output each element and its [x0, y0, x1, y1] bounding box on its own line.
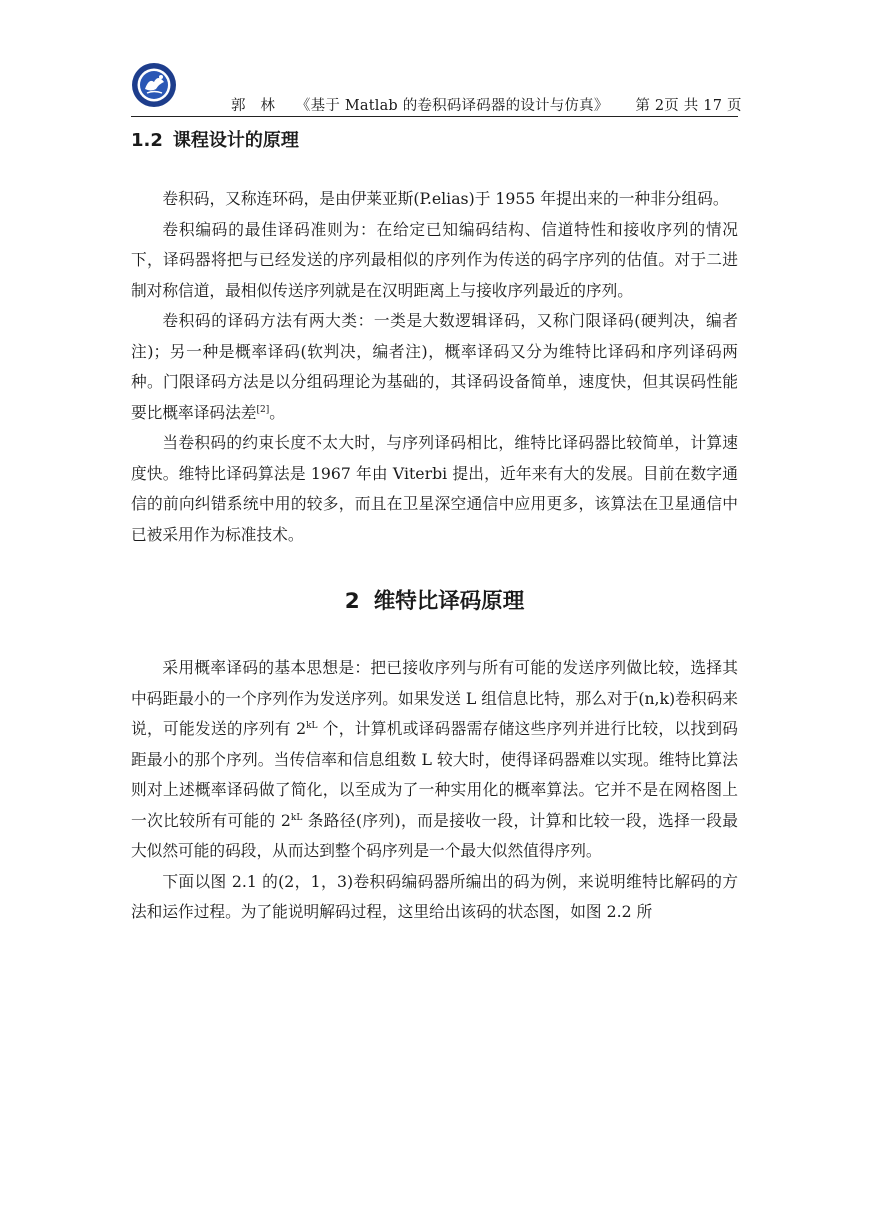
paragraph-5-part-c: 条路径(序列)，而是接收一段，计算和比较一段，选择一段最大似然可能的码段，从而达到整个码序列是一个最大似然值得序列。	[131, 810, 738, 860]
section-number: 1.2	[131, 130, 163, 151]
header-thesis-title: 《基于 Matlab 的卷积码译码器的设计与仿真》	[295, 98, 609, 114]
paragraph-6: 下面以图 2.1 的(2，1，3)卷积码编码器所编出的码为例，来说明维特比解码的方法和运作过程。为了能说明解码过程，这里给出该码的状态图，如图 2.2 所	[131, 871, 738, 921]
paragraph-3-end: 。	[269, 402, 285, 422]
section-title: 课程设计的原理	[172, 130, 299, 151]
page-header	[131, 62, 742, 117]
header-page-info: 第 2页 共 17 页	[635, 98, 742, 114]
citation-ref: [2]	[256, 404, 270, 415]
chapter-title: 维特比译码原理	[373, 589, 525, 614]
chapter-heading	[131, 587, 738, 617]
header-divider	[131, 116, 738, 117]
paragraph-5-part-a: 采用概率译码的基本思想是：把已接收序列与所有可能的发送序列做比较，选择其中码距最小的一个序列作为发送序列。如果发送 L 组信息比特，那么对于(n,k)卷积码来说，可能发送的序列有 2	[131, 658, 738, 738]
superscript-kl-1: kL	[306, 720, 318, 731]
superscript-kl-2: kL	[290, 812, 303, 823]
paragraph-1: 卷积码，又称连环码，是由伊莱亚斯(P.elias)于 1955 年提出来的一种非分组码。	[162, 189, 729, 208]
paragraph-3	[131, 306, 738, 428]
header-line	[231, 94, 742, 115]
page-body	[131, 127, 738, 928]
paragraph-4: 当卷积码的约束长度不太大时，与序列译码相比，维特比译码器比较简单，计算速度快。维特比译码算法是 1967 年由 Viterbi 提出，近年来有大的发展。目前在数字通信的前向纠错系统中用的较多，而且在卫星深空通信中应用更多，该算法在卫星通信中已被采用作为标准技术。	[131, 433, 738, 544]
paragraph-5	[131, 653, 738, 867]
chapter-number: 2	[344, 589, 360, 614]
header-author: 郭 林	[231, 98, 276, 114]
paragraph-3-text: 卷积码的译码方法有两大类：一类是大数逻辑译码，又称门限译码(硬判决，编者注)；另一种是概率译码(软判决，编者注)，概率译码又分为维特比译码和序列译码两种。门限译码方法是以分组码理论为基础的，其译码设备简单，速度快，但其误码性能要比概率译码法差	[131, 311, 738, 422]
university-logo	[131, 62, 177, 108]
section-heading	[131, 127, 738, 155]
paragraph-5-part-b: 个，计算机或译码器需存储这些序列并进行比较，以找到码距最小的那个序列。当传信率和信息组数 L 较大时，使得译码器难以实现。维特比算法则对上述概率译码做了简化，以至成为了一种实用化的概率算法。它并不是在网格图上一次比较所有可能的 2	[131, 719, 738, 830]
paragraph-2: 卷积编码的最佳译码准则为：在给定已知编码结构、信道特性和接收序列的情况下，译码器将把与已经发送的序列最相似的序列作为传送的码字序列的估值。对于二进制对称信道，最相似传送序列就是在汉明距离上与接收序列最近的序列。	[131, 219, 738, 300]
